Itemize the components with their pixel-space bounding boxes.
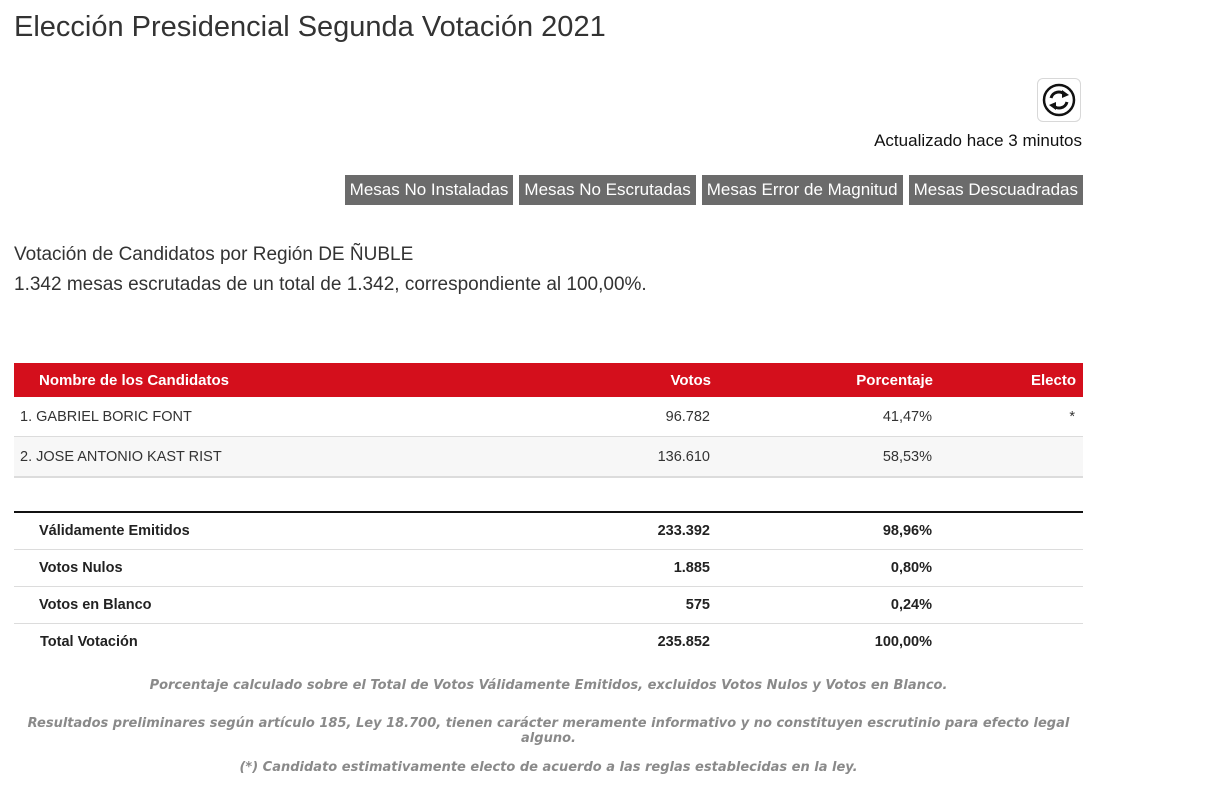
totals-label: Válidamente Emitidos [14, 512, 482, 550]
totals-row [14, 550, 1083, 587]
totals-row [14, 624, 1083, 661]
candidate-elected [933, 437, 1083, 478]
totals-votes: 233.392 [482, 512, 711, 550]
refresh-button[interactable] [1037, 78, 1081, 122]
totals-row [14, 587, 1083, 624]
mesas-no-escrutadas-button[interactable]: Mesas No Escrutadas [519, 175, 695, 205]
updated-timestamp: Actualizado hace 3 minutos [874, 131, 1082, 150]
page-title: Elección Presidencial Segunda Votación 2021 [14, 11, 606, 43]
table-row [14, 397, 1083, 437]
totals-label: Votos Nulos [14, 550, 482, 587]
candidate-percent: 58,53% [711, 437, 933, 478]
candidate-name: 1. GABRIEL BORIC FONT [14, 397, 482, 437]
candidate-percent: 41,47% [711, 397, 933, 437]
candidate-votes: 96.782 [482, 397, 711, 437]
refresh-icon [1042, 83, 1076, 117]
mesas-summary: 1.342 mesas escrutadas de un total de 1.342, correspondiente al 100,00%. [14, 274, 647, 295]
header-votes: Votos [482, 363, 711, 397]
footnote-elected: (*) Candidato estimativamente electo de acuerdo a las reglas establecidas en la ley. [239, 760, 858, 775]
footnote-preliminary: Resultados preliminares según artículo 185, Ley 18.700, tienen carácter meramente informativo y no constituyen escrutinio para efecto legal alguno. [27, 716, 1070, 746]
mesas-error-magnitud-button[interactable]: Mesas Error de Magnitud [702, 175, 903, 205]
totals-table [14, 511, 1083, 660]
region-subtitle: Votación de Candidatos por Región DE ÑUBLE [14, 244, 414, 265]
candidate-votes: 136.610 [482, 437, 711, 478]
header-elected: Electo [933, 363, 1083, 397]
table-row [14, 437, 1083, 478]
filter-button-group [345, 175, 1083, 205]
totals-votes: 575 [482, 587, 711, 624]
candidate-elected: * [933, 397, 1083, 437]
mesas-descuadradas-button[interactable]: Mesas Descuadradas [909, 175, 1083, 205]
table-header-row [14, 363, 1083, 397]
candidates-table [14, 363, 1083, 478]
totals-percent: 98,96% [711, 512, 933, 550]
mesas-no-instaladas-button[interactable]: Mesas No Instaladas [345, 175, 514, 205]
totals-label: Total Votación [40, 634, 138, 650]
totals-votes: 235.852 [657, 634, 710, 650]
totals-percent: 0,24% [711, 587, 933, 624]
header-percent: Porcentaje [711, 363, 933, 397]
footnote-percentage: Porcentaje calculado sobre el Total de Votos Válidamente Emitidos, excluidos Votos Nulos y Votos en Blanco. [149, 678, 948, 693]
candidate-name: 2. JOSE ANTONIO KAST RIST [14, 437, 482, 478]
totals-votes: 1.885 [482, 550, 711, 587]
header-name: Nombre de los Candidatos [14, 363, 482, 397]
totals-row [14, 512, 1083, 550]
totals-label: Votos en Blanco [14, 587, 482, 624]
totals-percent: 0,80% [711, 550, 933, 587]
totals-percent: 100,00% [874, 634, 932, 650]
